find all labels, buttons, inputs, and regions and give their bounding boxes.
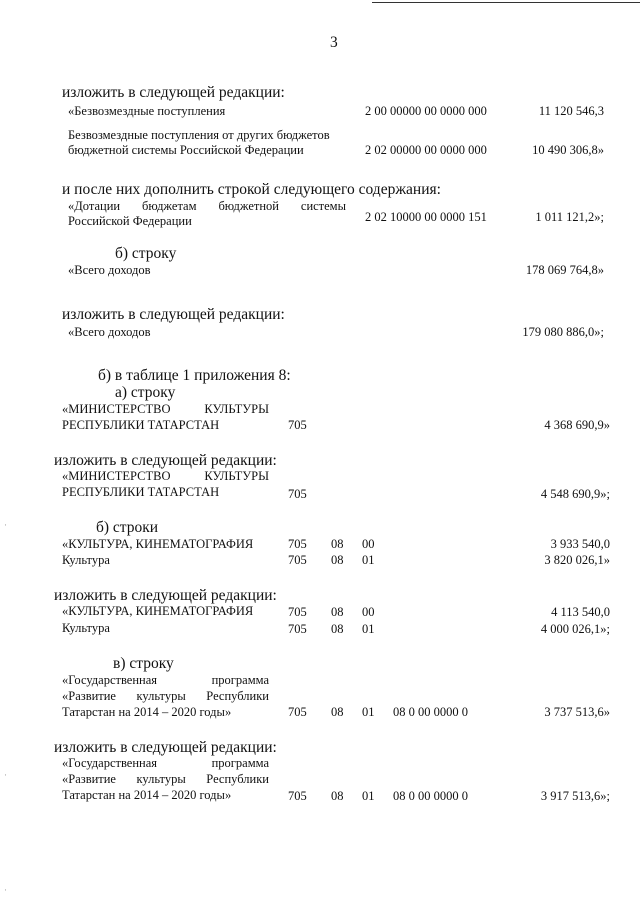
row-code-section: 08	[331, 789, 344, 803]
row-name-line1: Безвозмездные поступления от других бюджетов	[68, 128, 330, 142]
row-code-section: 08	[331, 605, 344, 619]
word: Республики	[206, 772, 269, 786]
word: «Развитие	[62, 689, 116, 703]
scan-mark: ·	[4, 520, 7, 530]
word: бюджетной	[218, 199, 279, 213]
word: КУЛЬТУРЫ	[204, 469, 269, 483]
row-name-line1	[62, 673, 269, 688]
section-heading: б) строки	[96, 519, 159, 536]
section-heading: изложить в следующей редакции:	[62, 306, 285, 323]
scan-mark: ·	[4, 885, 7, 895]
word: культуры	[136, 772, 186, 786]
word: «Государственная	[62, 756, 158, 770]
row-name: «КУЛЬТУРА, КИНЕМАТОГРАФИЯ	[62, 604, 254, 618]
row-name-line3: Татарстан на 2014 – 2020 годы»	[62, 788, 232, 802]
row-code-ministry: 705	[288, 487, 307, 501]
row-name-line2	[62, 772, 269, 787]
row-code: 2 00 00000 00 0000 000	[365, 104, 487, 118]
word: «Дотации	[68, 199, 121, 213]
row-name: Культура	[62, 553, 110, 567]
row-value: 3 933 540,0	[550, 537, 610, 551]
row-value: 4 548 690,9»;	[540, 487, 610, 501]
row-name-line1	[62, 402, 269, 417]
row-code-program: 08 0 00 0000 0	[393, 705, 468, 719]
row-value: 10 490 306,8»	[532, 143, 604, 157]
row-code-subsection: 01	[362, 622, 375, 636]
row-value: 1 011 121,2»;	[535, 210, 604, 224]
row-code-subsection: 00	[362, 605, 375, 619]
row-code-ministry: 705	[288, 537, 307, 551]
scan-mark: ·	[4, 770, 7, 780]
row-code-section: 08	[331, 622, 344, 636]
section-heading: изложить в следующей редакции:	[54, 587, 277, 604]
section-heading: изложить в следующей редакции:	[54, 739, 277, 756]
row-value: 3 917 513,6»;	[540, 789, 610, 803]
row-name: «КУЛЬТУРА, КИНЕМАТОГРАФИЯ	[62, 537, 254, 551]
section-heading: в) строку	[113, 655, 174, 672]
word: программа	[211, 756, 269, 770]
row-name: «Всего доходов	[68, 263, 151, 277]
section-heading: изложить в следующей редакции:	[62, 84, 285, 101]
word: «Государственная	[62, 673, 158, 687]
row-name-line2: РЕСПУБЛИКИ ТАТАРСТАН	[62, 418, 220, 432]
row-code-ministry: 705	[288, 789, 307, 803]
top-edge-line	[372, 2, 640, 3]
row-code-ministry: 705	[288, 418, 307, 432]
row-code-program: 08 0 00 0000 0	[393, 789, 468, 803]
page-number: 3	[330, 34, 338, 51]
row-name-line1	[62, 756, 269, 771]
row-name-line2: бюджетной системы Российской Федерации	[68, 143, 304, 157]
row-code-ministry: 705	[288, 705, 307, 719]
row-code-ministry: 705	[288, 605, 307, 619]
word: «Развитие	[62, 772, 116, 786]
section-heading: изложить в следующей редакции:	[54, 452, 277, 469]
word: «МИНИСТЕРСТВО	[62, 402, 171, 416]
row-value: 179 080 886,0»;	[522, 325, 604, 339]
row-code-section: 08	[331, 537, 344, 551]
row-code-ministry: 705	[288, 553, 307, 567]
row-name: Культура	[62, 621, 110, 635]
word: системы	[300, 199, 346, 213]
row-code-subsection: 00	[362, 537, 375, 551]
row-value: 11 120 546,3	[538, 104, 604, 118]
row-code: 2 02 10000 00 0000 151	[365, 210, 487, 224]
row-code-subsection: 01	[362, 789, 375, 803]
section-heading: б) строку	[115, 245, 177, 262]
word: «МИНИСТЕРСТВО	[62, 469, 171, 483]
section-subheading: а) строку	[115, 384, 176, 401]
row-value: 178 069 764,8»	[525, 263, 604, 277]
row-name-line3: Татарстан на 2014 – 2020 годы»	[62, 705, 232, 719]
word: Республики	[206, 689, 269, 703]
row-value: 3 737 513,6»	[544, 705, 610, 719]
row-value: 4 000 026,1»;	[540, 622, 610, 636]
row-code-subsection: 01	[362, 705, 375, 719]
row-code-ministry: 705	[288, 622, 307, 636]
word: культуры	[136, 689, 186, 703]
row-value: 4 113 540,0	[551, 605, 610, 619]
word: КУЛЬТУРЫ	[204, 402, 269, 416]
word: программа	[211, 673, 269, 687]
row-name-line1	[68, 199, 346, 214]
section-heading: б) в таблице 1 приложения 8:	[98, 367, 291, 384]
row-name-line2	[62, 689, 269, 704]
row-code-subsection: 01	[362, 553, 375, 567]
row-code-section: 08	[331, 553, 344, 567]
row-value: 4 368 690,9»	[544, 418, 610, 432]
row-name: «Безвозмездные поступления	[68, 104, 226, 118]
section-heading: и после них дополнить строкой следующего содержания:	[62, 181, 441, 198]
row-code: 2 02 00000 00 0000 000	[365, 143, 487, 157]
row-name: «Всего доходов	[68, 325, 151, 339]
row-name-line2: РЕСПУБЛИКИ ТАТАРСТАН	[62, 485, 220, 499]
word: бюджетам	[142, 199, 197, 213]
row-code-section: 08	[331, 705, 344, 719]
row-name-line2: Российской Федерации	[68, 214, 192, 228]
row-name-line1	[62, 469, 269, 484]
row-value: 3 820 026,1»	[544, 553, 610, 567]
